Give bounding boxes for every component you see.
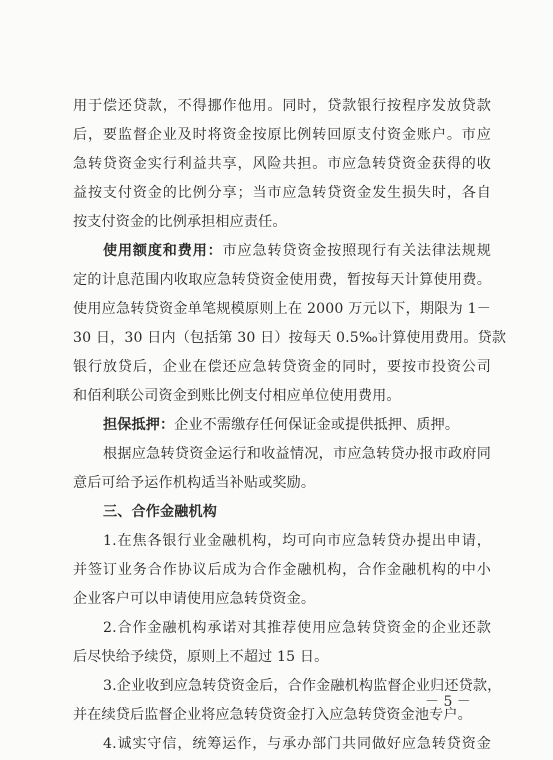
list-item-line: 企业客户可以申请使用应急转贷资金。 — [73, 591, 316, 607]
text-line: 使用应急转贷资金单笔规模原则上在 2000 万元以下，期限为 1－ — [73, 301, 491, 317]
text-line: 意后可给予运作机构适当补贴或奖励。 — [73, 475, 316, 491]
text-line: 银行放贷后，企业在偿还应急转贷资金的同时，要按市投资公司 — [73, 359, 491, 375]
section-heading: 三、合作金融机构 — [103, 504, 217, 520]
text-line: 益按支付资金的比例分享；当市应急转贷资金发生损失时，各自 — [73, 185, 491, 201]
document-body — [73, 92, 507, 759]
list-item-line: 并签订业务合作协议后成为合作金融机构，合作金融机构的中小 — [73, 562, 491, 578]
guarantee-paragraph — [73, 411, 491, 440]
list-item-line: 1.在焦各银行业金融机构，均可向市应急转贷办提出申请， — [103, 533, 491, 549]
guarantee-label: 担保抵押： — [103, 417, 175, 433]
list-item-line: 2.合作金融机构承诺对其推荐使用应急转贷资金的企业还款 — [103, 620, 491, 636]
text-line: 按支付资金的比例承担相应责任。 — [73, 214, 287, 230]
text-line: 用于偿还贷款，不得挪作他用。同时，贷款银行按程序发放贷款 — [73, 98, 491, 114]
text-line: 定的计息范围内收取应急转贷资金使用费，暂按每天计算使用费。 — [73, 272, 491, 288]
list-item-line: 4.诚实守信，统筹运作，与承办部门共同做好应急转贷资金 — [103, 736, 491, 752]
text-line: 急转贷资金实行利益共享，风险共担。市应急转贷资金获得的收 — [73, 156, 491, 172]
usage-text: 市应急转贷资金按照现行有关法律法规规 — [222, 243, 492, 259]
list-item-line: 并在续贷后监督企业将应急转贷资金打入应急转贷资金池专户。 — [73, 707, 472, 723]
text-line: 后，要监督企业及时将资金按原比例转回原支付资金账户。市应 — [73, 127, 491, 143]
list-item-line: 3.企业收到应急转贷资金后，合作金融机构监督企业归还贷款， — [103, 678, 502, 694]
text-line: 和佰利联公司资金到账比例支付相应单位使用费用。 — [73, 388, 401, 404]
text-line: 30 日，30 日内（包括第 30 日）按每天 0.5‰计算使用费用。贷款 — [73, 330, 507, 346]
usage-paragraph-first-line — [73, 237, 491, 266]
list-item-line: 后尽快给予续贷，原则上不超过 15 日。 — [73, 649, 329, 665]
usage-label: 使用额度和费用： — [103, 243, 223, 259]
text-line: 根据应急转贷资金运行和收益情况，市应急转贷办报市政府同 — [103, 446, 491, 462]
page-number: － 5 － — [425, 694, 471, 710]
guarantee-text: 企业不需缴存任何保证金或提供抵押、质押。 — [174, 417, 460, 433]
